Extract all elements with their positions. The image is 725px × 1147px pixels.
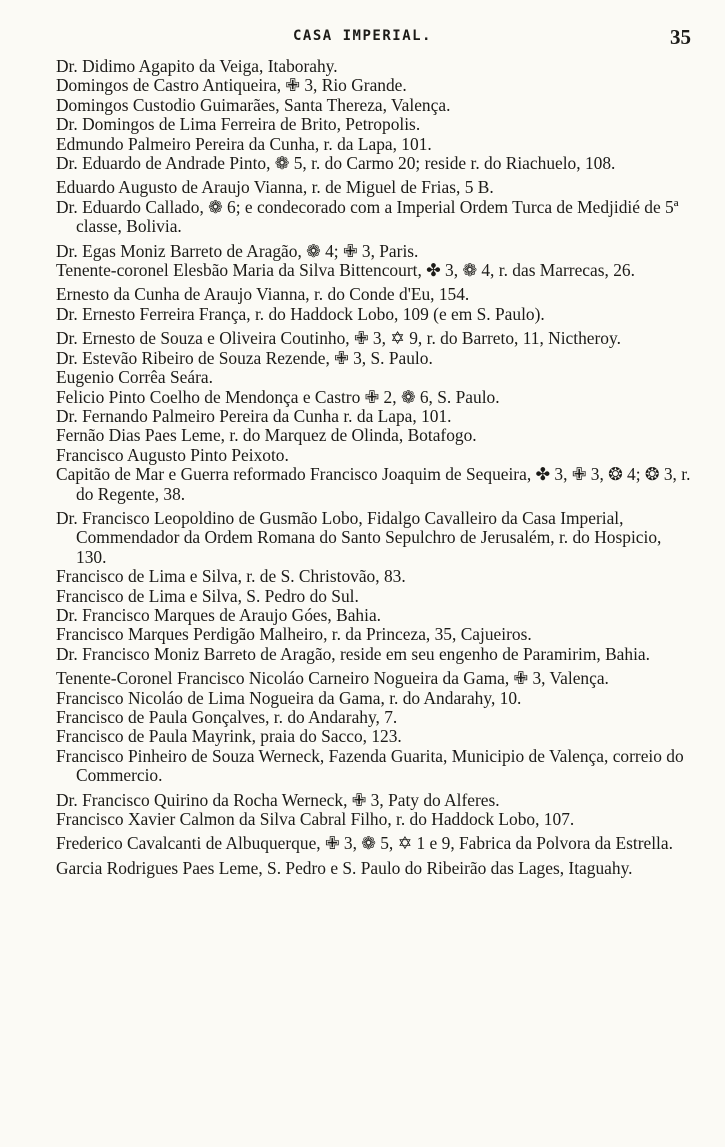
directory-list [56, 57, 692, 878]
directory-entry: Domingos Custodio Guimarães, Santa Thereza, Valença. [56, 94, 451, 115]
directory-entry: Francisco Augusto Pinto Peixoto. [56, 444, 289, 465]
directory-entry: Dr. Eduardo de Andrade Pinto, ❁ 5, r. do Carmo 20; reside r. do Riachuelo, 108. [56, 153, 616, 174]
directory-entry: Fernão Dias Paes Leme, r. do Marquez de Olinda, Botafogo. [56, 425, 477, 446]
directory-entry: Dr. Domingos de Lima Ferreira de Brito, Petropolis. [56, 114, 421, 135]
directory-entry: Francisco de Lima e Silva, r. de S. Christovão, 83. [56, 566, 406, 587]
page-title: CASA IMPERIAL. [292, 28, 432, 44]
directory-entry: Tenente-Coronel Francisco Nicoláo Carneiro Nogueira da Gama, ✙ 3, Valença. [56, 668, 609, 689]
directory-entry: Francisco de Paula Gonçalves, r. do Andarahy, 7. [56, 707, 398, 727]
directory-entry: Dr. Didimo Agapito da Veiga, Itaborahy. [56, 56, 338, 76]
directory-entry: Francisco Xavier Calmon da Silva Cabral Filho, r. do Haddock Lobo, 107. [56, 809, 575, 830]
directory-entry: Dr. Ernesto Ferreira França, r. do Haddock Lobo, 109 (e em S. Paulo). [56, 303, 545, 324]
directory-entry: Francisco Nicoláo de Lima Nogueira da Gama, r. do Andarahy, 10. [56, 687, 522, 708]
directory-entry: Dr. Fernando Palmeiro Pereira da Cunha r. da Lapa, 101. [56, 405, 452, 426]
directory-entry: Dr. Egas Moniz Barreto de Aragão, ❁ 4; ✙ 3, Paris. [56, 240, 419, 261]
directory-entry: Dr. Eduardo Callado, ❁ 6; e condecorado com a Imperial Ordem Turca de Medjidié de 5ª classe, Bolivia. [56, 196, 679, 237]
directory-entry: Dr. Francisco Marques de Araujo Góes, Bahia. [56, 604, 382, 625]
directory-entry: Garcia Rodrigues Paes Leme, S. Pedro e S. Paulo do Ribeirão das Lages, Itaguahy. [56, 857, 633, 878]
directory-entry: Dr. Ernesto de Souza e Oliveira Coutinho, ✙ 3, ✡ 9, r. do Barreto, 11, Nictheroy. [56, 328, 621, 349]
directory-entry: Francisco Marques Perdigão Malheiro, r. da Princeza, 35, Cajueiros. [56, 624, 532, 645]
directory-entry: Edmundo Palmeiro Pereira da Cunha, r. da Lapa, 101. [56, 133, 432, 154]
running-header [0, 22, 725, 49]
directory-entry: Felicio Pinto Coelho de Mendonça e Castro ✙ 2, ❁ 6, S. Paulo. [56, 386, 500, 407]
directory-entry: Dr. Estevão Ribeiro de Souza Rezende, ✙ 3, S. Paulo. [56, 347, 433, 368]
directory-entry: Capitão de Mar e Guerra reformado Francisco Joaquim de Sequeira, ✤ 3, ✙ 3, ❂ 4; ❂ 3, r. do Regente, 38. [56, 464, 691, 504]
directory-entry: Frederico Cavalcanti de Albuquerque, ✙ 3, ❁ 5, ✡ 1 e 9, Fabrica da Polvora da Estrella. [56, 833, 673, 854]
directory-entry: Dr. Francisco Quirino da Rocha Werneck, ✙ 3, Paty do Alferes. [56, 789, 500, 810]
directory-entry: Tenente-coronel Elesbão Maria da Silva Bittencourt, ✤ 3, ❁ 4, r. das Marrecas, 26. [56, 260, 635, 281]
directory-entry: Francisco Pinheiro de Souza Werneck, Fazenda Guarita, Municipio de Valença, correio do Commercio. [56, 745, 684, 786]
directory-entry: Dr. Francisco Leopoldino de Gusmão Lobo, Fidalgo Cavalleiro da Casa Imperial, Commendador da Ordem Romana do Santo Sepulchro de Jerusalém, r. do Hospicio, 130. [56, 507, 662, 567]
directory-entry: Dr. Francisco Moniz Barreto de Aragão, reside em seu engenho de Paramirim, Bahia. [56, 643, 650, 664]
directory-entry: Eduardo Augusto de Araujo Vianna, r. de Miguel de Frias, 5 B. [56, 177, 494, 198]
directory-entry: Francisco de Paula Mayrink, praia do Sacco, 123. [56, 726, 402, 747]
directory-entry: Eugenio Corrêa Seára. [56, 367, 213, 388]
page-number: 35 [670, 25, 691, 49]
directory-entry: Francisco de Lima e Silva, S. Pedro do Sul. [56, 585, 359, 606]
directory-entry: Ernesto da Cunha de Araujo Vianna, r. do Conde d'Eu, 154. [56, 284, 470, 305]
directory-entry: Domingos de Castro Antiqueira, ✙ 3, Rio Grande. [56, 75, 407, 96]
